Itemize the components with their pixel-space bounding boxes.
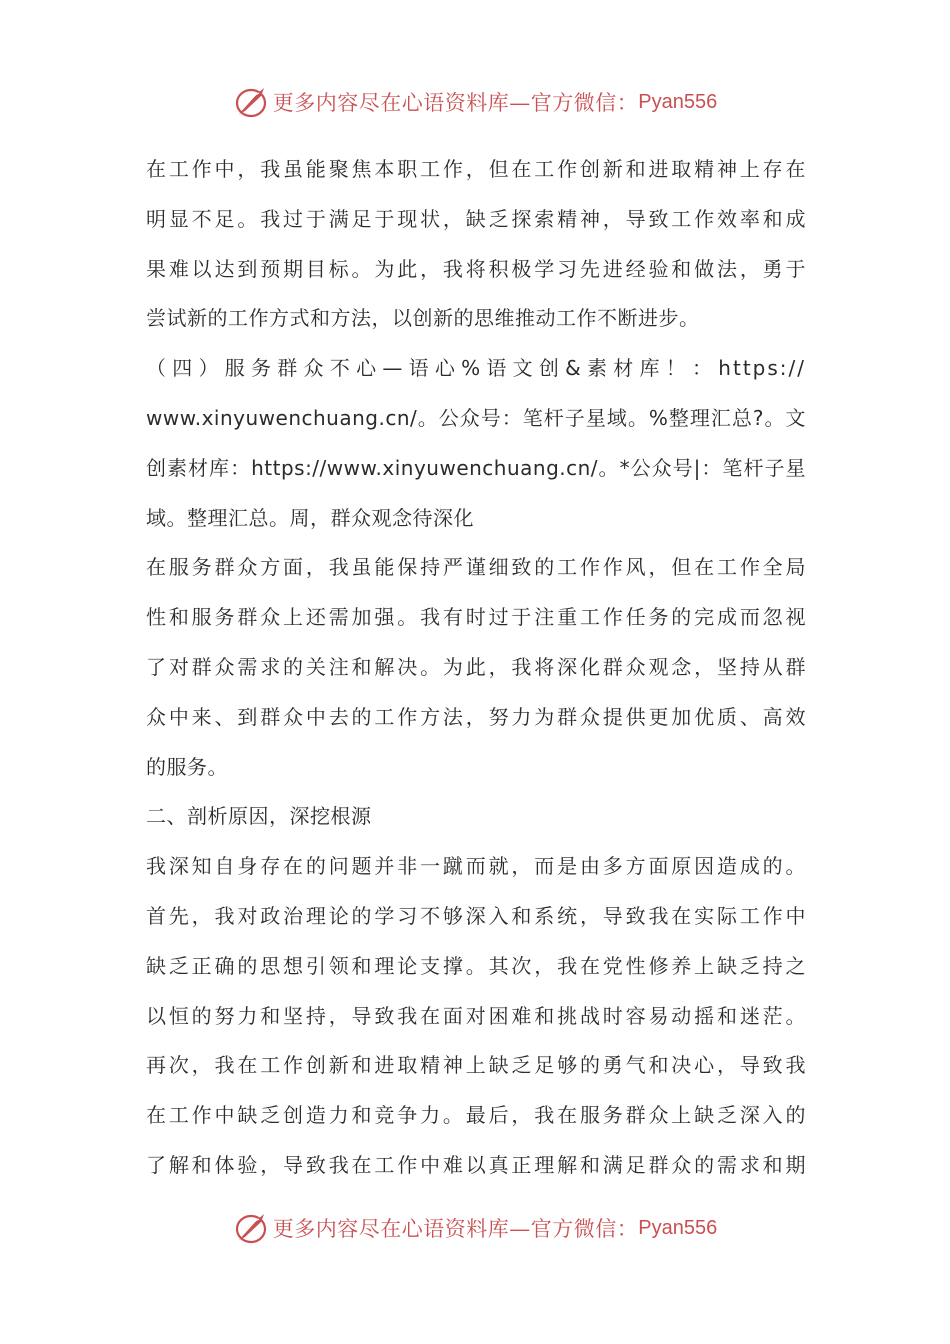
quill-logo-icon [233, 84, 269, 120]
watermark-banner-bottom [0, 1208, 950, 1248]
text-line: 在工作中，我虽能聚焦本职工作，但在工作创新和进取精神上存在 [146, 157, 806, 181]
text-line: 在服务群众方面，我虽能保持严谨细致的工作作风，但在工作全局 [146, 555, 806, 580]
wechat-id: Pyan556 [638, 90, 718, 113]
text-line: 我深知自身存在的问题并非一蹴而就，而是由多方面原因造成的。 [146, 854, 806, 879]
document-body [146, 145, 806, 1191]
text-line: 首先，我对政治理论的学习不够深入和系统，导致我在实际工作中 [146, 903, 806, 928]
text-line: 明显不足。我过于满足于现状，缺乏探索精神，导致工作效率和成 [146, 206, 806, 231]
wechat-id: Pyan556 [638, 1216, 718, 1239]
quill-logo-icon [233, 1210, 269, 1246]
text-line: 了对群众需求的关注和解决。为此，我将深化群众观念，坚持从群 [146, 654, 806, 679]
text-line: 了解和体验，导致我在工作中难以真正理解和满足群众的需求和期 [146, 1152, 806, 1177]
text-line: 再次，我在工作创新和进取精神上缺乏足够的勇气和决心，导致我 [146, 1053, 806, 1078]
text-line: 域。整理汇总。周，群众观念待深化 [146, 505, 474, 530]
section-heading-four: （四）服务群众不心—语心%语文创&素材库！：https:// [146, 356, 806, 381]
text-line: 众中来、到群众中去的工作方法，努力为群众提供更加优质、高效 [146, 704, 806, 729]
text-line: 以恒的努力和坚持，导致我在面对困难和挑战时容易动摇和迷茫。 [146, 1003, 806, 1028]
text-line: 尝试新的工作方式和方法，以创新的思维推动工作不断进步。 [146, 306, 700, 331]
text-line: 的服务。 [146, 754, 228, 779]
text-line: 果难以达到预期目标。为此，我将积极学习先进经验和做法，勇于 [146, 256, 806, 281]
text-line: 在工作中缺乏创造力和竞争力。最后，我在服务群众上缺乏深入的 [146, 1103, 806, 1128]
watermark-text: 更多内容尽在心语资料库—官方微信： [272, 91, 639, 115]
text-line: 缺乏正确的思想引领和理论支撑。其次，我在党性修养上缺乏持之 [146, 953, 806, 978]
watermark-banner-top [0, 82, 950, 122]
text-line: 创素材库：https://www.xinyuwenchuang.cn/。*公众号|：笔杆子星 [146, 455, 806, 480]
text-line: www.xinyuwenchuang.cn/。公众号：笔杆子星域。%整理汇总?。文 [146, 405, 806, 430]
text-line: 性和服务群众上还需加强。我有时过于注重工作任务的完成而忽视 [146, 605, 806, 630]
watermark-text: 更多内容尽在心语资料库—官方微信： [272, 1217, 639, 1241]
section-heading-two: 二、剖析原因，深挖根源 [146, 804, 372, 829]
